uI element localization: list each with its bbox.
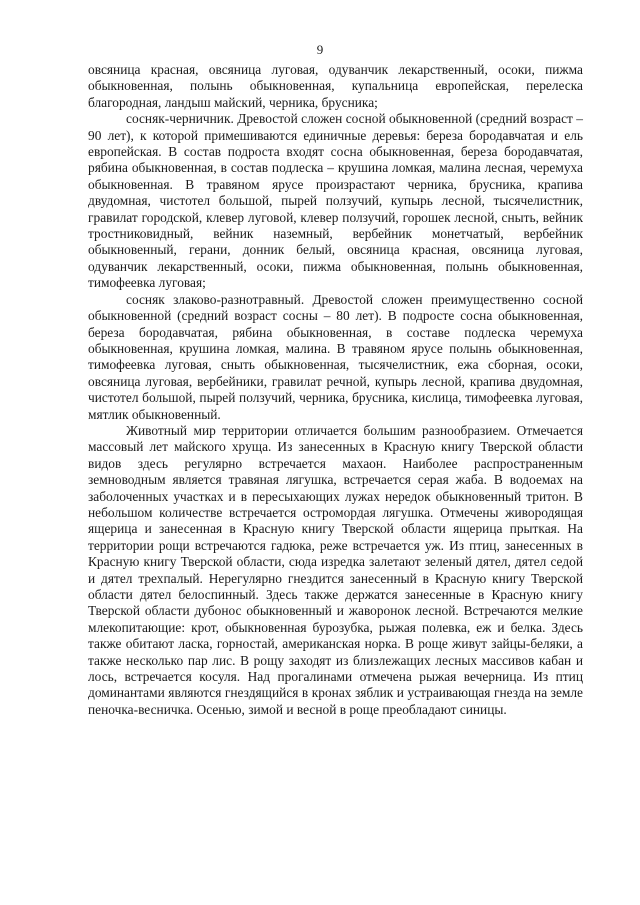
document-body (88, 62, 583, 718)
page-number: 9 (316, 42, 324, 57)
paragraph-pine-blueberry-forest: сосняк-черничник. Древостой сложен сосной обыкновенной (средний возраст – 90 лет), к которой примешиваются единичные деревья: береза бородавчатая и ель европейская. В состав подроста входят сосна обыкновенная, береза бородавчатая, рябина обыкновенная, в состав подлеска – крушина ломкая, малина лесная, черемуха обыкновенная. В травяном ярусе произрастают черника, брусника, крапива двудомная, чистотел большой, пырей ползучий, купырь лесной, тысячелистник, гравилат городской, клевер луговой, клевер ползучий, горошек лесной, сныть, вейник тростниковидный, вейник наземный, вербейник монетчатый, вербейник обыкновенный, герани, донник белый, овсяница красная, овсяница луговая, одуванчик лекарственный, осоки, пижма обыкновенная, полынь обыкновенная, тимофеевка луговая; (88, 111, 583, 291)
paragraph-pine-grass-forest: сосняк злаково-разнотравный. Древостой сложен преимущественно сосной обыкновенной (средний возраст сосны – 80 лет). В подросте сосна обыкновенная, береза бородавчатая, рябина обыкновенная, в составе подлеска черемуха обыкновенная, крушина ломкая, малина. В травяном ярусе полынь обыкновенная, тимофеевка луговая, сныть обыкновенная, тысячелистник, ежа сборная, осоки, овсяница луговая, вербейники, гравилат речной, купырь лесной, крапива двудомная, чистотел большой, пырей ползучий, черника, брусника, кислица, тимофеевка луговая, мятлик обыкновенный. (88, 291, 583, 422)
paragraph-herb-list-continuation: овсяница красная, овсяница луговая, одуванчик лекарственный, осоки, пижма обыкновенная, полынь обыкновенная, купальница европейская, перелеска благородная, ландыш майский, черника, брусника; (88, 62, 583, 110)
paragraph-fauna: Животный мир территории отличается большим разнообразием. Отмечается массовый лет майского хруща. Из занесенных в Красную книгу Тверской области видов здесь регулярно встречается махаон. Наиболее распространенным земноводным является травяная лягушка, встречается серая жаба. В водоемах на заболоченных участках и в пересыхающих лужах нередок обыкновенный тритон. В небольшом количестве встречается остромордая лягушка. Отмечены живородящая ящерица и занесенная в Красную книгу Тверской области ящерица прыткая. На территории рощи встречаются гадюка, реже встречается уж. Из птиц, занесенных в Красную книгу Тверской области, сюда изредка залетают зеленый дятел, дятел седой и дятел трехпалый. Нерегулярно гнездится занесенный в Красную книгу Тверской области дятел белоспинный. Здесь также держатся занесенные в Красную книгу Тверской области дубонос обыкновенный и жаворонок лесной. Встречаются мелкие млекопитающие: крот, обыкновенная бурозубка, рыжая полевка, еж и белка. Здесь также обитают ласка, горностай, американская норка. В роще живут зайцы-беляки, а также несколько пар лис. В рощу заходят из близлежащих лесных массивов кабан и лось, встречается косуля. Над прогалинами отмечена рыжая вечерница. Из птиц доминантами являются гнездящийся в кронах зяблик и устраивающая гнезда на земле пеночка-весничка. Осенью, зимой и весной в роще преобладают синицы. (88, 422, 583, 717)
